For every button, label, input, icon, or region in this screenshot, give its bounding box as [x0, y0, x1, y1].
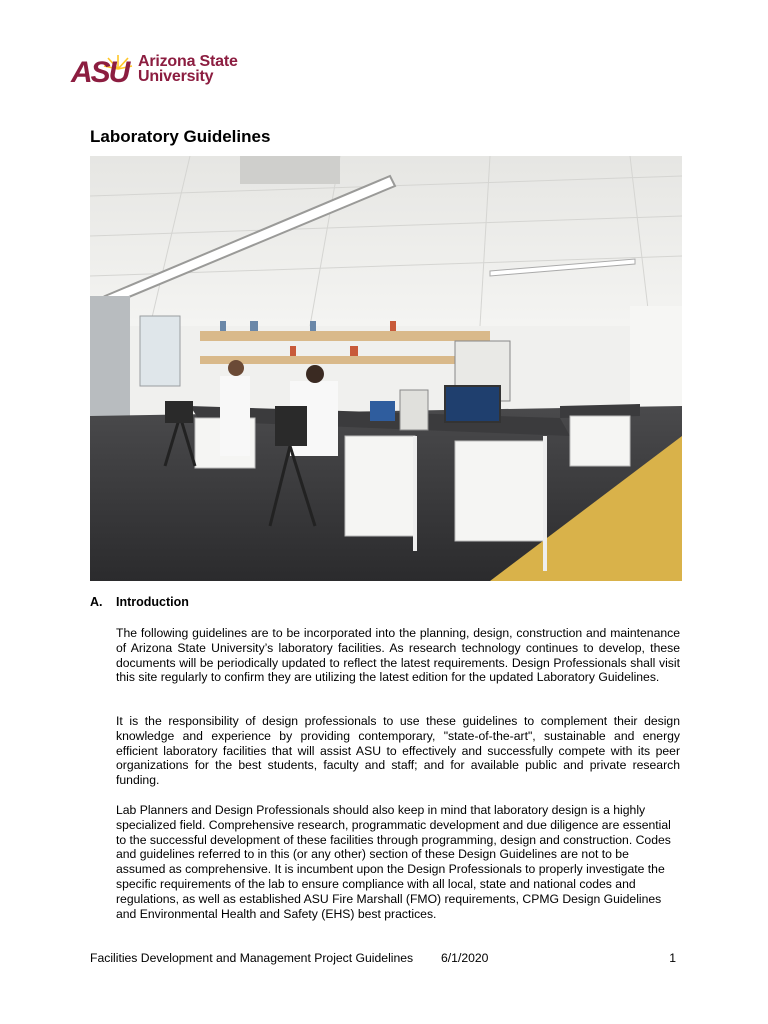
footer-page-number: 1: [669, 951, 676, 965]
intro-paragraph-2: It is the responsibility of design professionals to use these guidelines to complement their design knowledge and experience by providing contemporary, "state-of-the-art", sustainable and energy efficient laboratory facilities that will assist ASU to effectively and successfully compete with its peer organizations for the best students, faculty and staff; and for available public and private research funding.: [116, 714, 680, 788]
asu-logo: [70, 52, 238, 86]
asu-sunburst-logo: [70, 52, 134, 86]
section-heading: [90, 595, 189, 609]
logo-line-1: Arizona State: [138, 53, 238, 70]
section-number: A.: [90, 595, 103, 609]
page-title: Laboratory Guidelines: [90, 127, 271, 146]
footer-doc-title: Facilities Development and Management Project Guidelines: [90, 951, 414, 965]
university-name: [138, 54, 238, 84]
section-title: Introduction: [116, 595, 189, 609]
svg-text:ASU: ASU: [71, 56, 129, 86]
intro-paragraph-3: Lab Planners and Design Professionals should also keep in mind that laboratory design is a highly specialized field. Comprehensive research, programmatic development and due diligence are essential to the successful development of these facilities through programming, design and construction. Codes and guidelines referred to in this (or any other) section of these Design Guidelines are not to be assumed as comprehensive. It is incumbent upon the Design Professionals to properly investigate the specific requirements of the lab to ensure compliance with all local, state and national codes and regulations, as well as established ASU Fire Marshall (FMO) requirements, CPMG Design Guidelines and Environmental Health and Safety (EHS) best practices.: [116, 803, 671, 921]
intro-paragraph-1: The following guidelines are to be incorporated into the planning, design, construction and maintenance of Arizona State University’s laboratory facilities. As research technology continues to develop, these documents will be periodically updated to reflect the latest requirements. Design Professionals shall visit this site regularly to confirm they are utilizing the latest edition for the updated Laboratory Guidelines.: [116, 626, 680, 685]
logo-line-2: University: [138, 68, 214, 85]
laboratory-photo: [90, 156, 682, 581]
footer-date: 6/1/2020: [441, 951, 489, 965]
